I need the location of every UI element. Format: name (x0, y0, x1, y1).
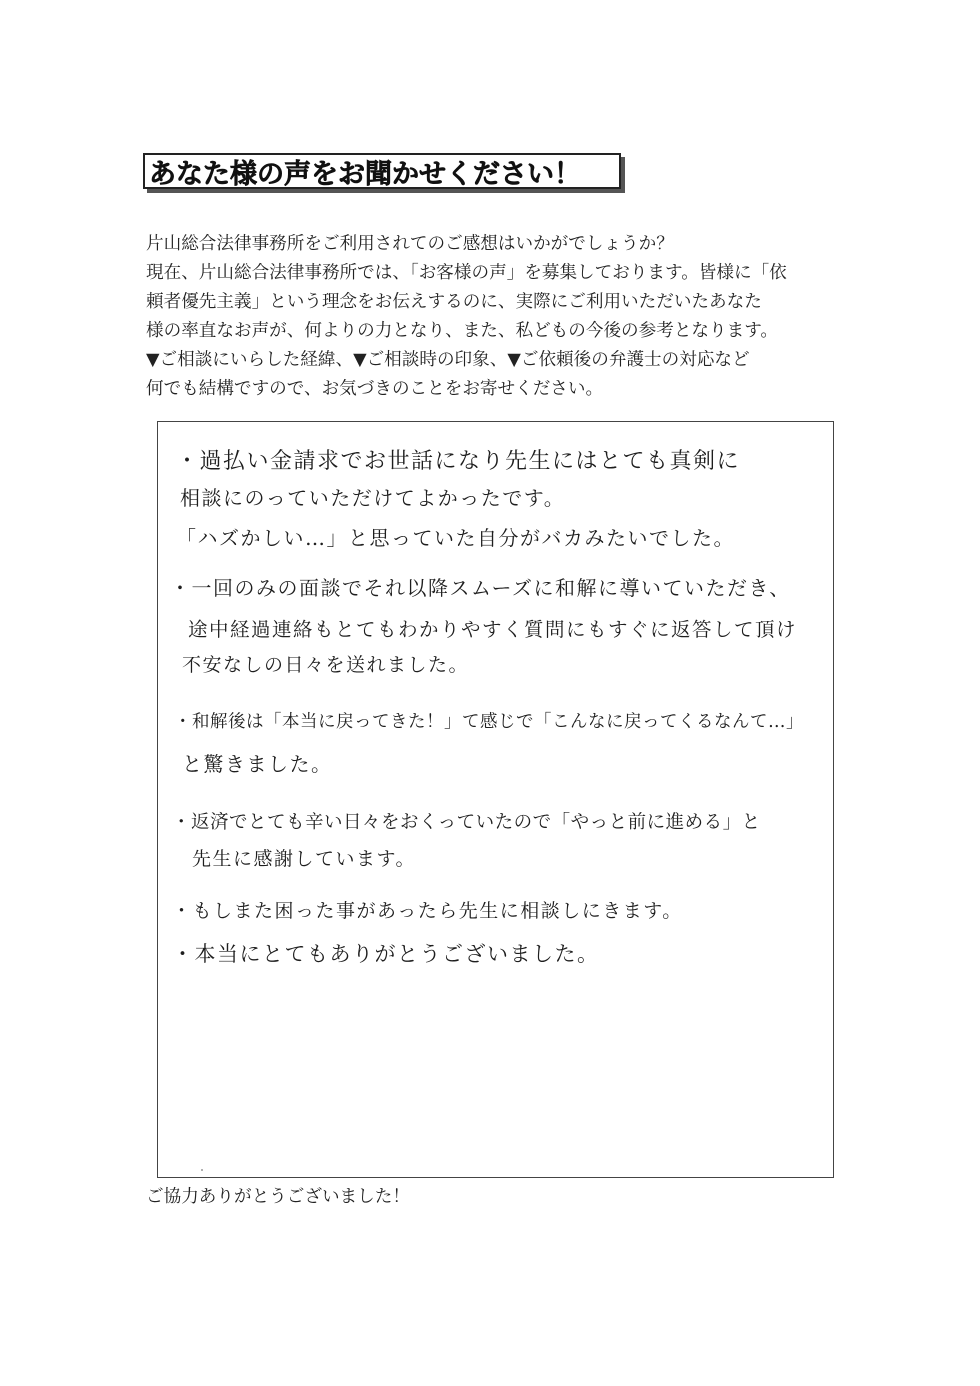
response-line: ・もしまた困った事があったら先生に相談しにきます。 (172, 900, 683, 922)
response-line: 「ハズかしい…」と思っていた自分がバカみたいでした。 (176, 526, 735, 550)
intro-line: 頼者優先主義」という理念をお伝えするのに、実際にご利用いただいたあなた (146, 292, 762, 312)
title-box (143, 153, 621, 189)
closing-thanks: ご協力ありがとうございました！ (146, 1187, 410, 1207)
response-line: と驚きました。 (182, 752, 333, 776)
response-line: 途中経過連絡もとてもわかりやすく質問にもすぐに返答して頂け (188, 618, 798, 641)
intro-line: 何でも結構ですので、お気づきのことをお寄せください。 (146, 379, 604, 399)
response-line: 先生に感謝しています。 (192, 848, 416, 870)
response-line: 不安なしの日々を送れました。 (182, 654, 470, 676)
intro-paragraph (146, 230, 866, 404)
response-line: ・過払い金請求でお世話になり先生にはとても真剣に (176, 449, 741, 474)
intro-line: ▼ご相談にいらした経緯、▼ご相談時の印象、▼ご依頼後の弁護士の対応など (146, 350, 750, 370)
response-line: 相談にのっていただけてよかったです。 (180, 486, 566, 510)
intro-line: 片山総合法律事務所をご利用されてのご感想はいかがでしょうか？ (146, 234, 674, 254)
intro-line: 様の率直なお声が、何よりの力となり、また、私どもの今後の参考となります。 (146, 321, 778, 341)
response-line: ・和解後は「本当に戻ってきた！」て感じで「こんなに戻ってくるなんて…」 (174, 712, 804, 732)
response-line: ・一回のみの面談でそれ以降スムーズに和解に導いていただき、 (170, 576, 791, 600)
response-box (157, 421, 834, 1178)
page-title: あなた様の声をお聞かせください！ (149, 158, 581, 190)
response-line: ・返済でとても辛い日々をおくっていたので「やっと前に進める」と (172, 812, 761, 833)
stray-mark (201, 1169, 203, 1171)
intro-line: 現在、片山総合法律事務所では、「お客様の声」を募集しております。皆様に「依 (146, 263, 787, 283)
response-line: ・本当にとてもありがとうございました。 (172, 942, 600, 966)
